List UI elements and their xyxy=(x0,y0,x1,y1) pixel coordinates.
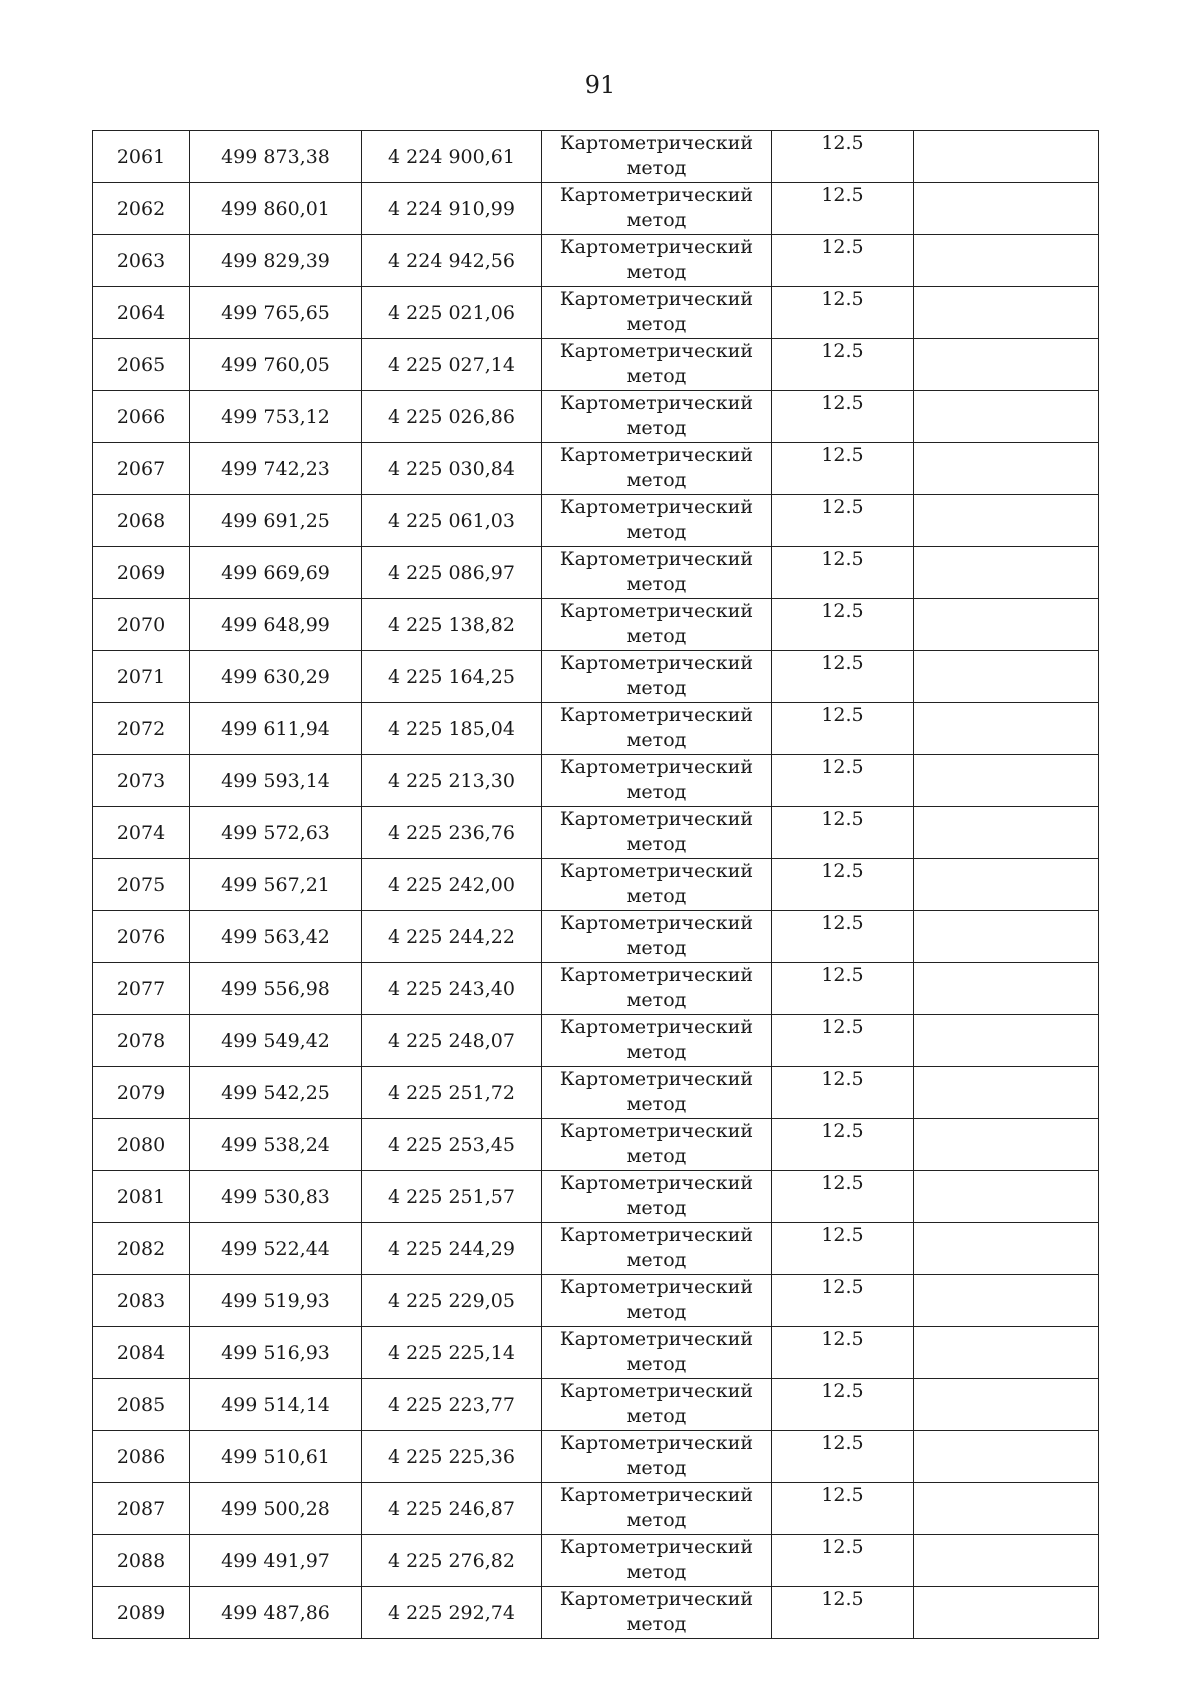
table-row xyxy=(93,1483,1099,1535)
method-line-2: метод xyxy=(626,1145,687,1167)
accuracy-cell: 12.5 xyxy=(772,235,914,287)
x-coordinate-cell: 499 753,12 xyxy=(190,391,362,443)
x-coordinate-cell: 499 516,93 xyxy=(190,1327,362,1379)
method-line-1: Картометрический xyxy=(559,860,754,882)
coordinates-table xyxy=(92,130,1099,1639)
note-cell xyxy=(914,1015,1099,1067)
point-number-cell: 2070 xyxy=(93,599,190,651)
note-cell xyxy=(914,807,1099,859)
method-line-2: метод xyxy=(626,573,687,595)
method-cell xyxy=(542,1431,772,1483)
method-line-2: метод xyxy=(626,833,687,855)
table-row xyxy=(93,599,1099,651)
table-row xyxy=(93,1327,1099,1379)
table-row xyxy=(93,235,1099,287)
method-cell xyxy=(542,131,772,183)
method-cell xyxy=(542,651,772,703)
note-cell xyxy=(914,1431,1099,1483)
method-line-2: метод xyxy=(626,1249,687,1271)
y-coordinate-cell: 4 225 213,30 xyxy=(362,755,542,807)
method-line-1: Картометрический xyxy=(559,236,754,258)
method-cell xyxy=(542,495,772,547)
x-coordinate-cell: 499 538,24 xyxy=(190,1119,362,1171)
method-line-2: метод xyxy=(626,417,687,439)
table-row xyxy=(93,755,1099,807)
x-coordinate-cell: 499 572,63 xyxy=(190,807,362,859)
table-row xyxy=(93,131,1099,183)
y-coordinate-cell: 4 225 026,86 xyxy=(362,391,542,443)
accuracy-cell: 12.5 xyxy=(772,1119,914,1171)
note-cell xyxy=(914,651,1099,703)
method-line-2: метод xyxy=(626,209,687,231)
method-cell xyxy=(542,755,772,807)
table-row xyxy=(93,1431,1099,1483)
point-number-cell: 2062 xyxy=(93,183,190,235)
table-row xyxy=(93,911,1099,963)
y-coordinate-cell: 4 225 251,57 xyxy=(362,1171,542,1223)
note-cell xyxy=(914,287,1099,339)
method-line-2: метод xyxy=(626,625,687,647)
y-coordinate-cell: 4 225 244,29 xyxy=(362,1223,542,1275)
method-cell xyxy=(542,859,772,911)
x-coordinate-cell: 499 542,25 xyxy=(190,1067,362,1119)
method-line-1: Картометрический xyxy=(559,964,754,986)
method-line-2: метод xyxy=(626,1457,687,1479)
method-line-1: Картометрический xyxy=(559,756,754,778)
method-line-1: Картометрический xyxy=(559,496,754,518)
y-coordinate-cell: 4 225 292,74 xyxy=(362,1587,542,1639)
table-row xyxy=(93,859,1099,911)
table-row xyxy=(93,807,1099,859)
y-coordinate-cell: 4 225 225,36 xyxy=(362,1431,542,1483)
accuracy-cell: 12.5 xyxy=(772,1067,914,1119)
method-cell xyxy=(542,911,772,963)
x-coordinate-cell: 499 630,29 xyxy=(190,651,362,703)
method-line-1: Картометрический xyxy=(559,1016,754,1038)
note-cell xyxy=(914,443,1099,495)
x-coordinate-cell: 499 487,86 xyxy=(190,1587,362,1639)
note-cell xyxy=(914,1223,1099,1275)
note-cell xyxy=(914,495,1099,547)
method-line-2: метод xyxy=(626,729,687,751)
point-number-cell: 2067 xyxy=(93,443,190,495)
point-number-cell: 2061 xyxy=(93,131,190,183)
note-cell xyxy=(914,235,1099,287)
point-number-cell: 2081 xyxy=(93,1171,190,1223)
accuracy-cell: 12.5 xyxy=(772,495,914,547)
method-cell xyxy=(542,287,772,339)
method-cell xyxy=(542,547,772,599)
method-line-1: Картометрический xyxy=(559,392,754,414)
table-row xyxy=(93,1171,1099,1223)
accuracy-cell: 12.5 xyxy=(772,1535,914,1587)
method-line-1: Картометрический xyxy=(559,1432,754,1454)
table-row xyxy=(93,391,1099,443)
accuracy-cell: 12.5 xyxy=(772,443,914,495)
method-cell xyxy=(542,1587,772,1639)
table-row xyxy=(93,1067,1099,1119)
page-number: 91 xyxy=(584,71,616,99)
y-coordinate-cell: 4 225 253,45 xyxy=(362,1119,542,1171)
x-coordinate-cell: 499 760,05 xyxy=(190,339,362,391)
method-line-2: метод xyxy=(626,781,687,803)
point-number-cell: 2085 xyxy=(93,1379,190,1431)
y-coordinate-cell: 4 225 242,00 xyxy=(362,859,542,911)
table-row xyxy=(93,339,1099,391)
table-row xyxy=(93,651,1099,703)
point-number-cell: 2089 xyxy=(93,1587,190,1639)
point-number-cell: 2069 xyxy=(93,547,190,599)
accuracy-cell: 12.5 xyxy=(772,547,914,599)
method-line-2: метод xyxy=(626,1509,687,1531)
table-row xyxy=(93,495,1099,547)
point-number-cell: 2072 xyxy=(93,703,190,755)
method-line-1: Картометрический xyxy=(559,704,754,726)
accuracy-cell: 12.5 xyxy=(772,963,914,1015)
point-number-cell: 2066 xyxy=(93,391,190,443)
method-line-1: Картометрический xyxy=(559,1224,754,1246)
method-line-2: метод xyxy=(626,989,687,1011)
method-line-2: метод xyxy=(626,1405,687,1427)
method-cell xyxy=(542,235,772,287)
point-number-cell: 2084 xyxy=(93,1327,190,1379)
y-coordinate-cell: 4 225 276,82 xyxy=(362,1535,542,1587)
note-cell xyxy=(914,963,1099,1015)
method-line-1: Картометрический xyxy=(559,1276,754,1298)
table-row xyxy=(93,1015,1099,1067)
table-row xyxy=(93,287,1099,339)
x-coordinate-cell: 499 510,61 xyxy=(190,1431,362,1483)
y-coordinate-cell: 4 224 900,61 xyxy=(362,131,542,183)
x-coordinate-cell: 499 765,65 xyxy=(190,287,362,339)
note-cell xyxy=(914,1067,1099,1119)
x-coordinate-cell: 499 873,38 xyxy=(190,131,362,183)
table-row xyxy=(93,703,1099,755)
x-coordinate-cell: 499 556,98 xyxy=(190,963,362,1015)
accuracy-cell: 12.5 xyxy=(772,1015,914,1067)
x-coordinate-cell: 499 519,93 xyxy=(190,1275,362,1327)
accuracy-cell: 12.5 xyxy=(772,1223,914,1275)
y-coordinate-cell: 4 225 027,14 xyxy=(362,339,542,391)
method-line-2: метод xyxy=(626,1197,687,1219)
method-cell xyxy=(542,963,772,1015)
method-line-2: метод xyxy=(626,365,687,387)
accuracy-cell: 12.5 xyxy=(772,131,914,183)
x-coordinate-cell: 499 567,21 xyxy=(190,859,362,911)
x-coordinate-cell: 499 514,14 xyxy=(190,1379,362,1431)
note-cell xyxy=(914,183,1099,235)
accuracy-cell: 12.5 xyxy=(772,287,914,339)
accuracy-cell: 12.5 xyxy=(772,1431,914,1483)
accuracy-cell: 12.5 xyxy=(772,1275,914,1327)
accuracy-cell: 12.5 xyxy=(772,755,914,807)
accuracy-cell: 12.5 xyxy=(772,599,914,651)
x-coordinate-cell: 499 611,94 xyxy=(190,703,362,755)
method-line-1: Картометрический xyxy=(559,912,754,934)
method-line-2: метод xyxy=(626,261,687,283)
method-line-1: Картометрический xyxy=(559,1120,754,1142)
y-coordinate-cell: 4 225 164,25 xyxy=(362,651,542,703)
method-line-1: Картометрический xyxy=(559,548,754,570)
x-coordinate-cell: 499 549,42 xyxy=(190,1015,362,1067)
method-line-2: метод xyxy=(626,469,687,491)
note-cell xyxy=(914,1535,1099,1587)
method-line-1: Картометрический xyxy=(559,444,754,466)
x-coordinate-cell: 499 648,99 xyxy=(190,599,362,651)
accuracy-cell: 12.5 xyxy=(772,911,914,963)
x-coordinate-cell: 499 829,39 xyxy=(190,235,362,287)
table-row xyxy=(93,547,1099,599)
method-cell xyxy=(542,1275,772,1327)
y-coordinate-cell: 4 225 243,40 xyxy=(362,963,542,1015)
point-number-cell: 2078 xyxy=(93,1015,190,1067)
method-cell xyxy=(542,1119,772,1171)
note-cell xyxy=(914,391,1099,443)
y-coordinate-cell: 4 225 246,87 xyxy=(362,1483,542,1535)
method-line-1: Картометрический xyxy=(559,184,754,206)
accuracy-cell: 12.5 xyxy=(772,703,914,755)
x-coordinate-cell: 499 669,69 xyxy=(190,547,362,599)
method-line-1: Картометрический xyxy=(559,600,754,622)
point-number-cell: 2076 xyxy=(93,911,190,963)
x-coordinate-cell: 499 530,83 xyxy=(190,1171,362,1223)
accuracy-cell: 12.5 xyxy=(772,1483,914,1535)
table-row xyxy=(93,1119,1099,1171)
table-row xyxy=(93,443,1099,495)
method-cell xyxy=(542,599,772,651)
note-cell xyxy=(914,755,1099,807)
note-cell xyxy=(914,1483,1099,1535)
note-cell xyxy=(914,547,1099,599)
table-row xyxy=(93,1379,1099,1431)
accuracy-cell: 12.5 xyxy=(772,1171,914,1223)
method-line-1: Картометрический xyxy=(559,652,754,674)
point-number-cell: 2064 xyxy=(93,287,190,339)
y-coordinate-cell: 4 225 251,72 xyxy=(362,1067,542,1119)
table-row xyxy=(93,1223,1099,1275)
method-cell xyxy=(542,1223,772,1275)
method-cell xyxy=(542,703,772,755)
method-line-2: метод xyxy=(626,1301,687,1323)
method-line-1: Картометрический xyxy=(559,1588,754,1610)
method-line-2: метод xyxy=(626,1561,687,1583)
table-row xyxy=(93,1587,1099,1639)
method-line-2: метод xyxy=(626,677,687,699)
method-cell xyxy=(542,1327,772,1379)
method-line-2: метод xyxy=(626,1093,687,1115)
accuracy-cell: 12.5 xyxy=(772,183,914,235)
method-line-2: метод xyxy=(626,1041,687,1063)
y-coordinate-cell: 4 225 021,06 xyxy=(362,287,542,339)
point-number-cell: 2087 xyxy=(93,1483,190,1535)
note-cell xyxy=(914,599,1099,651)
method-line-2: метод xyxy=(626,1353,687,1375)
point-number-cell: 2080 xyxy=(93,1119,190,1171)
y-coordinate-cell: 4 224 942,56 xyxy=(362,235,542,287)
y-coordinate-cell: 4 225 030,84 xyxy=(362,443,542,495)
accuracy-cell: 12.5 xyxy=(772,1379,914,1431)
method-line-1: Картометрический xyxy=(559,1380,754,1402)
note-cell xyxy=(914,1327,1099,1379)
point-number-cell: 2068 xyxy=(93,495,190,547)
method-line-1: Картометрический xyxy=(559,132,754,154)
method-line-2: метод xyxy=(626,521,687,543)
table-row xyxy=(93,1535,1099,1587)
method-cell xyxy=(542,1483,772,1535)
note-cell xyxy=(914,1275,1099,1327)
note-cell xyxy=(914,1379,1099,1431)
x-coordinate-cell: 499 522,44 xyxy=(190,1223,362,1275)
accuracy-cell: 12.5 xyxy=(772,1587,914,1639)
x-coordinate-cell: 499 593,14 xyxy=(190,755,362,807)
method-line-1: Картометрический xyxy=(559,1328,754,1350)
point-number-cell: 2088 xyxy=(93,1535,190,1587)
x-coordinate-cell: 499 860,01 xyxy=(190,183,362,235)
y-coordinate-cell: 4 225 244,22 xyxy=(362,911,542,963)
method-cell xyxy=(542,1171,772,1223)
note-cell xyxy=(914,703,1099,755)
y-coordinate-cell: 4 225 236,76 xyxy=(362,807,542,859)
accuracy-cell: 12.5 xyxy=(772,339,914,391)
y-coordinate-cell: 4 225 248,07 xyxy=(362,1015,542,1067)
method-line-1: Картометрический xyxy=(559,340,754,362)
y-coordinate-cell: 4 225 223,77 xyxy=(362,1379,542,1431)
method-cell xyxy=(542,1535,772,1587)
table-row xyxy=(93,183,1099,235)
accuracy-cell: 12.5 xyxy=(772,1327,914,1379)
y-coordinate-cell: 4 225 185,04 xyxy=(362,703,542,755)
method-line-1: Картометрический xyxy=(559,288,754,310)
method-line-2: метод xyxy=(626,1613,687,1635)
method-cell xyxy=(542,391,772,443)
table-row xyxy=(93,963,1099,1015)
method-line-1: Картометрический xyxy=(559,1172,754,1194)
note-cell xyxy=(914,339,1099,391)
note-cell xyxy=(914,1171,1099,1223)
method-line-2: метод xyxy=(626,313,687,335)
point-number-cell: 2063 xyxy=(93,235,190,287)
method-line-2: метод xyxy=(626,885,687,907)
point-number-cell: 2075 xyxy=(93,859,190,911)
point-number-cell: 2083 xyxy=(93,1275,190,1327)
point-number-cell: 2082 xyxy=(93,1223,190,1275)
method-line-1: Картометрический xyxy=(559,1484,754,1506)
method-cell xyxy=(542,807,772,859)
point-number-cell: 2086 xyxy=(93,1431,190,1483)
method-line-2: метод xyxy=(626,157,687,179)
point-number-cell: 2065 xyxy=(93,339,190,391)
x-coordinate-cell: 499 691,25 xyxy=(190,495,362,547)
method-line-2: метод xyxy=(626,937,687,959)
method-line-1: Картометрический xyxy=(559,808,754,830)
x-coordinate-cell: 499 491,97 xyxy=(190,1535,362,1587)
method-cell xyxy=(542,1015,772,1067)
y-coordinate-cell: 4 225 061,03 xyxy=(362,495,542,547)
accuracy-cell: 12.5 xyxy=(772,859,914,911)
method-cell xyxy=(542,183,772,235)
point-number-cell: 2077 xyxy=(93,963,190,1015)
y-coordinate-cell: 4 225 138,82 xyxy=(362,599,542,651)
accuracy-cell: 12.5 xyxy=(772,651,914,703)
note-cell xyxy=(914,1119,1099,1171)
table-row xyxy=(93,1275,1099,1327)
method-cell xyxy=(542,1379,772,1431)
y-coordinate-cell: 4 224 910,99 xyxy=(362,183,542,235)
point-number-cell: 2079 xyxy=(93,1067,190,1119)
point-number-cell: 2071 xyxy=(93,651,190,703)
y-coordinate-cell: 4 225 229,05 xyxy=(362,1275,542,1327)
method-cell xyxy=(542,443,772,495)
point-number-cell: 2073 xyxy=(93,755,190,807)
y-coordinate-cell: 4 225 086,97 xyxy=(362,547,542,599)
note-cell xyxy=(914,131,1099,183)
method-line-1: Картометрический xyxy=(559,1536,754,1558)
note-cell xyxy=(914,859,1099,911)
accuracy-cell: 12.5 xyxy=(772,391,914,443)
note-cell xyxy=(914,1587,1099,1639)
y-coordinate-cell: 4 225 225,14 xyxy=(362,1327,542,1379)
method-line-1: Картометрический xyxy=(559,1068,754,1090)
coordinates-table-body xyxy=(93,131,1099,1639)
note-cell xyxy=(914,911,1099,963)
x-coordinate-cell: 499 563,42 xyxy=(190,911,362,963)
x-coordinate-cell: 499 742,23 xyxy=(190,443,362,495)
method-cell xyxy=(542,1067,772,1119)
accuracy-cell: 12.5 xyxy=(772,807,914,859)
point-number-cell: 2074 xyxy=(93,807,190,859)
x-coordinate-cell: 499 500,28 xyxy=(190,1483,362,1535)
method-cell xyxy=(542,339,772,391)
